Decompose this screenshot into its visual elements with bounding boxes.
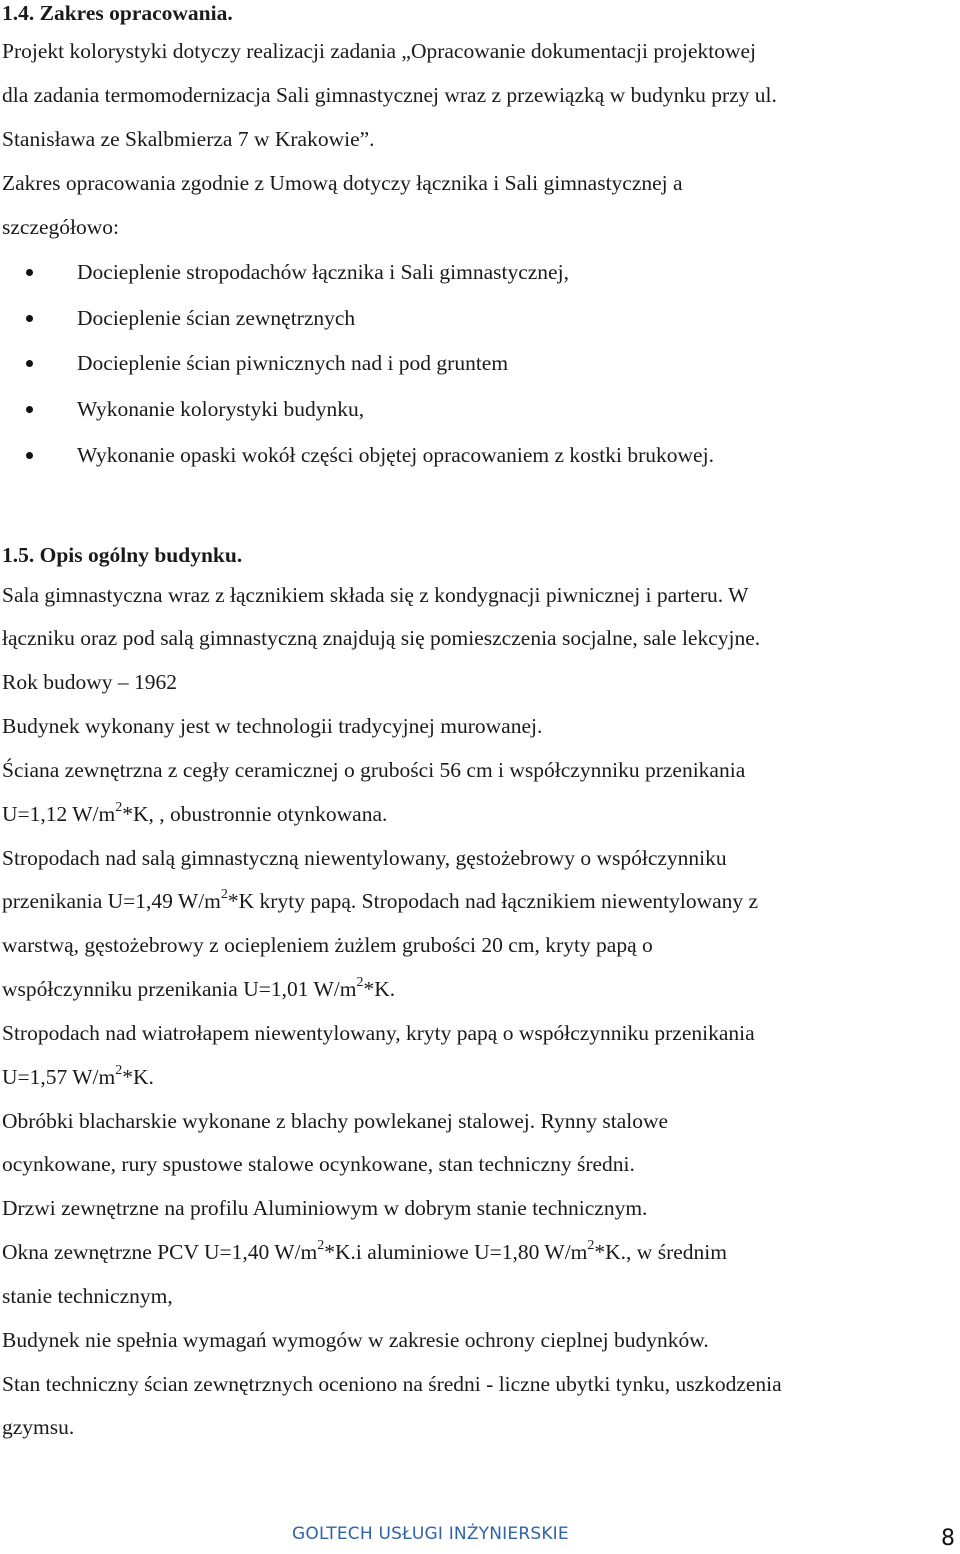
text-segment: przenikania U=1,49 W/m [2, 889, 221, 913]
paragraph-line: stanie technicznym, [2, 1284, 173, 1308]
superscript: 2 [356, 974, 364, 990]
paragraph-line: Zakres opracowania zgodnie z Umową dotyczy łącznika i Sali gimnastycznej a [2, 171, 683, 195]
section-heading-1-5: 1.5. Opis ogólny budynku. [2, 543, 243, 567]
bullet-icon [26, 360, 33, 367]
paragraph-line [2, 887, 758, 915]
list-item-text: Docieplenie ścian zewnętrznych [77, 306, 356, 330]
paragraph-line: dla zadania termomodernizacja Sali gimnastycznej wraz z przewiązką w budynku przy ul. [2, 83, 777, 107]
bullet-icon [26, 315, 33, 322]
superscript: 2 [115, 799, 123, 815]
text-segment: U=1,57 W/m [2, 1065, 116, 1089]
paragraph-line [2, 800, 387, 828]
paragraph-line: łączniku oraz pod salą gimnastyczną znajdują się pomieszczenia socjalne, sale lekcyjne. [2, 626, 761, 650]
bullet-icon [26, 452, 33, 459]
paragraph-line: Drzwi zewnętrzne na profilu Aluminiowym w dobrym stanie technicznym. [2, 1196, 648, 1220]
text-segment: *K.i aluminiowe U=1,80 W/m [324, 1240, 588, 1264]
text-segment: *K., w średnim [594, 1240, 727, 1264]
text-segment: *K kryty papą. Stropodach nad łącznikiem niewentylowany z [227, 889, 759, 913]
paragraph-line: Stropodach nad wiatrołapem niewentylowany, kryty papą o współczynniku przenikania [2, 1021, 755, 1045]
list-item-text: Wykonanie opaski wokół części objętej opracowaniem z kostki brukowej. [77, 443, 714, 467]
paragraph-line: szczegółowo: [2, 215, 120, 239]
section-heading-1-4: 1.4. Zakres opracowania. [2, 1, 233, 25]
paragraph-line [2, 975, 395, 1003]
paragraph-line: Budynek nie spełnia wymagań wymogów w zakresie ochrony cieplnej budynków. [2, 1328, 709, 1352]
superscript: 2 [115, 1062, 123, 1078]
list-item-text: Wykonanie kolorystyki budynku, [77, 397, 365, 421]
text-segment: współczynniku przenikania U=1,01 W/m [2, 977, 357, 1001]
superscript: 2 [317, 1237, 325, 1253]
list-item-text: Docieplenie stropodachów łącznika i Sali gimnastycznej, [77, 260, 569, 284]
text-segment: U=1,12 W/m [2, 802, 116, 826]
text-segment: *K. [363, 977, 396, 1001]
paragraph-line: Budynek wykonany jest w technologii tradycyjnej murowanej. [2, 714, 543, 738]
list-item-text: Docieplenie ścian piwnicznych nad i pod gruntem [77, 351, 509, 375]
paragraph-line: Rok budowy – 1962 [2, 670, 177, 694]
paragraph-line: Sala gimnastyczna wraz z łącznikiem składa się z kondygnacji piwnicznej i parteru. W [2, 583, 749, 607]
paragraph-line: gzymsu. [2, 1415, 75, 1439]
superscript: 2 [587, 1237, 595, 1253]
paragraph-line: warstwą, gęstożebrowy z ociepleniem żużlem grubości 20 cm, kryty papą o [2, 933, 653, 957]
footer-company-name: GOLTECH USŁUGI INŻYNIERSKIE [292, 1524, 569, 1544]
superscript: 2 [220, 886, 228, 902]
bullet-icon [26, 269, 33, 276]
paragraph-line: Projekt kolorystyki dotyczy realizacji zadania „Opracowanie dokumentacji projektowej [2, 39, 757, 63]
text-segment: *K, , obustronnie otynkowana. [122, 802, 388, 826]
paragraph-line [2, 1238, 727, 1266]
paragraph-line: Stanisława ze Skalbmierza 7 w Krakowie”. [2, 127, 375, 151]
paragraph-line [2, 1063, 154, 1091]
text-segment: Okna zewnętrzne PCV U=1,40 W/m [2, 1240, 318, 1264]
paragraph-line: Stan techniczny ścian zewnętrznych oceniono na średni - liczne ubytki tynku, uszkodzenia [2, 1372, 782, 1396]
paragraph-line: Stropodach nad salą gimnastyczną niewentylowany, gęstożebrowy o współczynniku [2, 846, 727, 870]
bullet-icon [26, 406, 33, 413]
page-number: 8 [941, 1526, 955, 1551]
paragraph-line: Obróbki blacharskie wykonane z blachy powlekanej stalowej. Rynny stalowe [2, 1109, 669, 1133]
paragraph-line: Ściana zewnętrzna z cegły ceramicznej o grubości 56 cm i współczynniku przenikania [2, 758, 746, 782]
paragraph-line: ocynkowane, rury spustowe stalowe ocynkowane, stan techniczny średni. [2, 1152, 635, 1176]
text-segment: *K. [122, 1065, 154, 1089]
